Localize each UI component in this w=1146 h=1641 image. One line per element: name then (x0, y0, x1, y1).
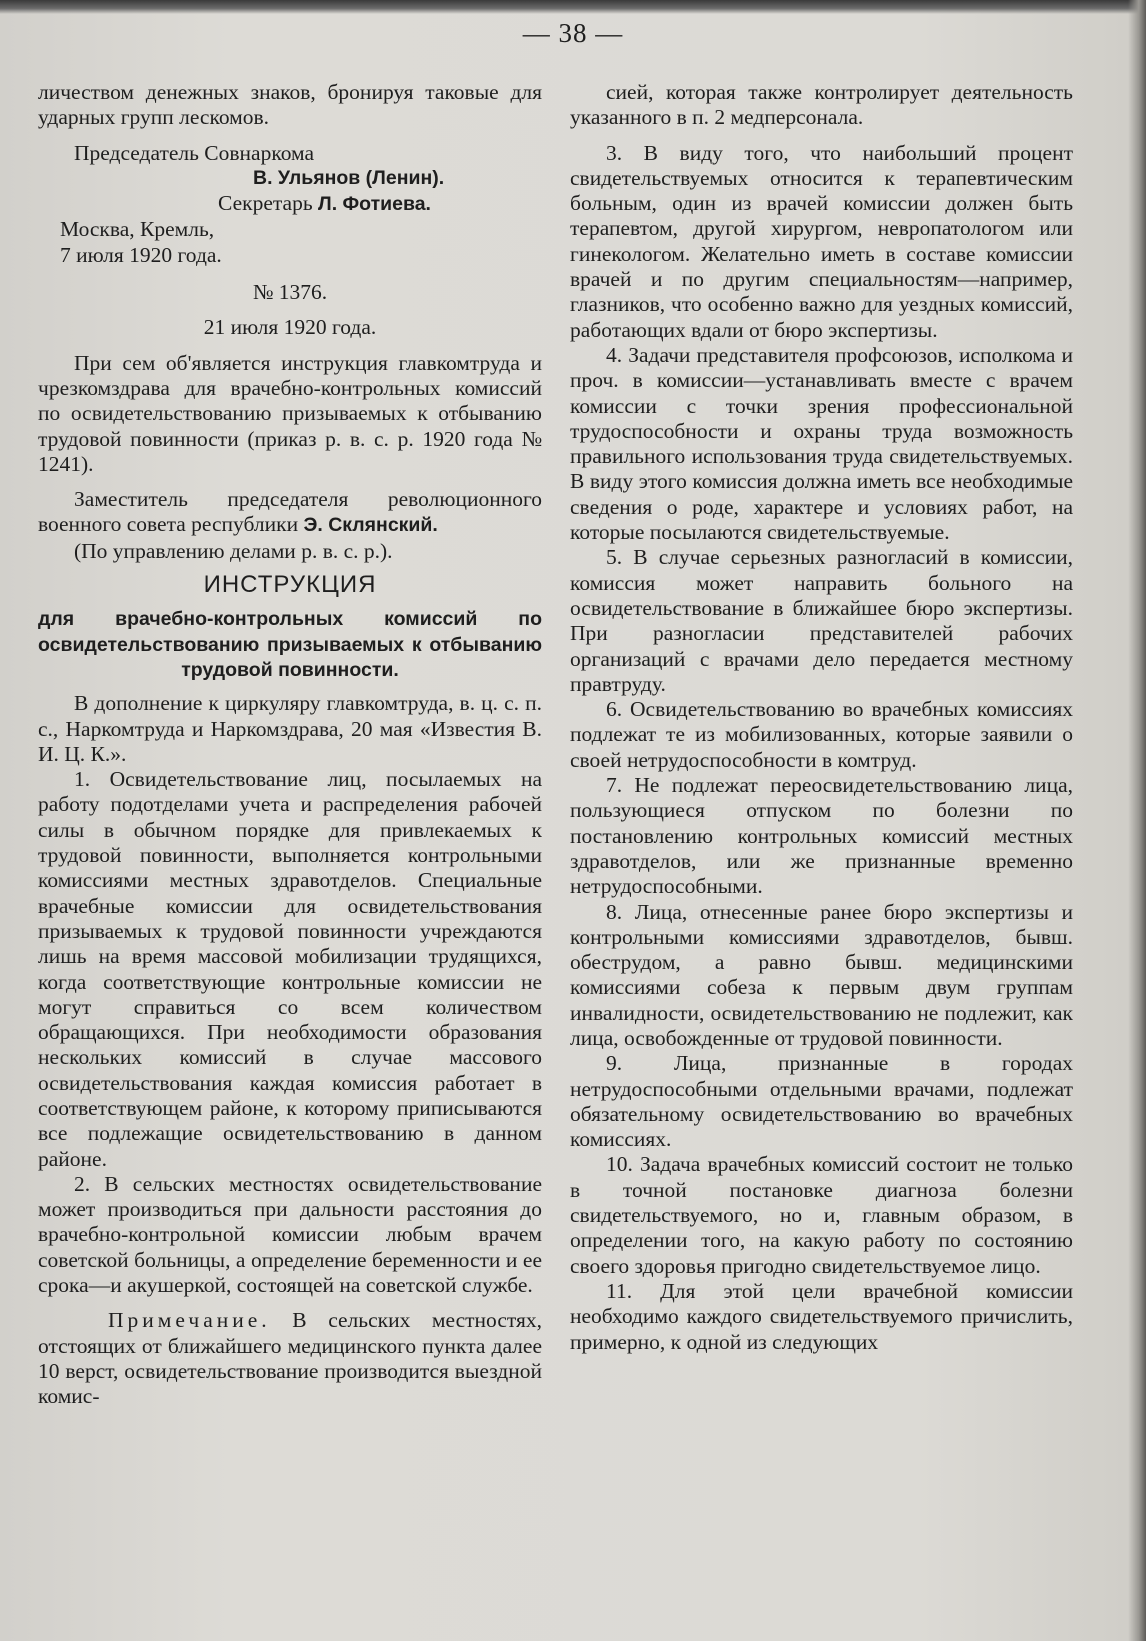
paragraph-9: 9. Лица, признанные в городах нетрудоспособными отдельными врачами, подлежат обязательному освидетельствованию во врачебных комиссиях. (570, 1051, 1073, 1152)
left-column (38, 80, 542, 1410)
paragraph-2: 2. В сельских местностях освидетельствование может производиться при дальности расстояния до врачебно-контрольной комиссии любым врачем советской больницы, а определение беременности и ее срока—и акушеркой, состоящей на советской службе. (38, 1171, 542, 1298)
paragraph-1: 1. Освидетельствование лиц, посылаемых на работу подотделами учета и распределения рабочей силы в обычном порядке для привлекаемых к трудовой повинности, выполняется контрольными комиссиями местных здравотделов. Специальные врачебные комиссии для освидетельствования призываемых к трудовой повинности учреждаются лишь на время массовой мобилизации трудящихся, когда соответствующие контрольные комиссии не могут справиться со всем количеством обращающихся. При необходимости образования нескольких комиссий в случае массового освидетельствования каждая комиссия работает в соответствующем районе, к которому приписываются все подлежащие освидетельствованию в данном районе. (38, 767, 542, 1171)
signature-chair-role: Председатель Совнаркома (74, 140, 315, 165)
paragraph-7: 7. Не подлежат переосвидетельствованию лица, пользующиеся отпуском по болезни по постановлению контрольных комиссий местных здравотделов, или же признанные временно нетрудоспособными. (570, 773, 1073, 899)
deputy-paragraph (38, 487, 542, 539)
order-date: 21 июля 1920 года. (203, 315, 377, 340)
deputy-role: Заместитель председателя революционного военного совета республики (38, 487, 542, 537)
note-text: В сельских местностях, отстоящих от ближайшего медицинского пункта далее 10 верст, освидетельствование производится выездной комис- (38, 1308, 542, 1409)
paragraph-8: 8. Лица, отнесенные ранее бюро экспертизы и контрольными комиссиями здравотделов, бывш. обеструдом, а равно бывш. медицинскими комиссиями собеза к первым двум группам инвалидности, освидетельствованию не подлежит, как лица, освобожденные от трудовой повинности. (570, 899, 1073, 1050)
paragraph-11: 11. Для этой цели врачебной комиссии необходимо каждого свидетельствуемого причислить, примерно, к одной из следующих (570, 1278, 1073, 1354)
right-column (570, 80, 1073, 1355)
instruction-title: ИНСТРУКЦИЯ (203, 571, 377, 599)
intro-paragraph: В дополнение к циркуляру главкомтруда, в. ц. с. п. с., Наркомтруда и Наркомздрава, 20 мая «Известия В. И. Ц. К.». (38, 691, 542, 766)
date: 7 июля 1920 года. (60, 242, 222, 267)
signature-secretary (38, 191, 542, 217)
continued-paragraph: личеством денежных знаков, бронируя таковые для ударных групп лескомов. (38, 80, 542, 130)
paragraph-5: 5. В случае серьезных разногласий в комиссии, комиссия может направить больного на освидетельствование в ближайшее бюро экспертизы. При разногласии представителей рабочих организаций с врачами дело передается местному правтруду. (570, 545, 1073, 696)
paragraph-10: 10. Задача врачебных комиссий состоит не только в точной постановке диагноза болезни свидетельствуемого, но и, главным образом, в определении того, на какую работу по состоянию своего здоровья пригодно свидетельствуемое лицо. (570, 1152, 1073, 1278)
management-note: (По управлению делами р. в. с. р.). (74, 538, 393, 563)
announcement-paragraph: При сем об'является инструкция главкомтруда и чрезкомздрава для врачебно-контрольных комиссий по освидетельствованию призываемых к отбыванию трудовой повинности (приказ р. в. с. р. 1920 года № 1241). (38, 350, 542, 476)
note-paragraph (38, 1308, 542, 1409)
paragraph-3: 3. В виду того, что наибольший процент свидетельствуемых относится к терапевтическим больным, один из врачей комиссии должен быть терапевтом, другой хирургом, невропатологом или гинекологом. Желательно иметь в составе комиссии врачей и по другим специальностям—например, глазников, что особенно важно для уездных комиссий, работающих вдали от бюро экспертизы. (570, 140, 1073, 342)
continued-paragraph-right: сией, которая также контролирует деятельность указанного в п. 2 медперсонала. (570, 80, 1073, 130)
place: Москва, Кремль, (60, 217, 215, 242)
page-number: — 38 — (522, 18, 624, 48)
note-label: Примечание. (108, 1308, 271, 1333)
signature-secretary-name: Л. Фотиева. (318, 193, 431, 216)
scan-top-edge (0, 0, 1146, 14)
paragraph-4: 4. Задачи представителя профсоюзов, исполкома и проч. в комиссии—устанавливать вместе с врачем комиссии с точки зрения профессиональной трудоспособности и охраны труда возможность правильного использования труда свидетельствуемых. В виду этого комиссия должна иметь все необходимые сведения о роде, характере и условиях работ, на которые посылаются свидетельствуемые. (570, 342, 1073, 545)
paragraph-6: 6. Освидетельствованию во врачебных комиссиях подлежат те из мобилизованных, которые заявили о своей нетрудоспособности в комтруд. (570, 697, 1073, 772)
signature-secretary-role: Секретарь (218, 191, 313, 216)
instruction-subtitle: для врачебно-контрольных комиссий по освидетельствованию призываемых к отбыванию трудовой повинности. (38, 608, 542, 681)
signature-chair-name: В. Ульянов (Ленин). (253, 166, 445, 189)
scan-right-edge (1128, 0, 1146, 1641)
deputy-name: Э. Склянский. (303, 514, 438, 537)
order-number: № 1376. (252, 280, 328, 305)
